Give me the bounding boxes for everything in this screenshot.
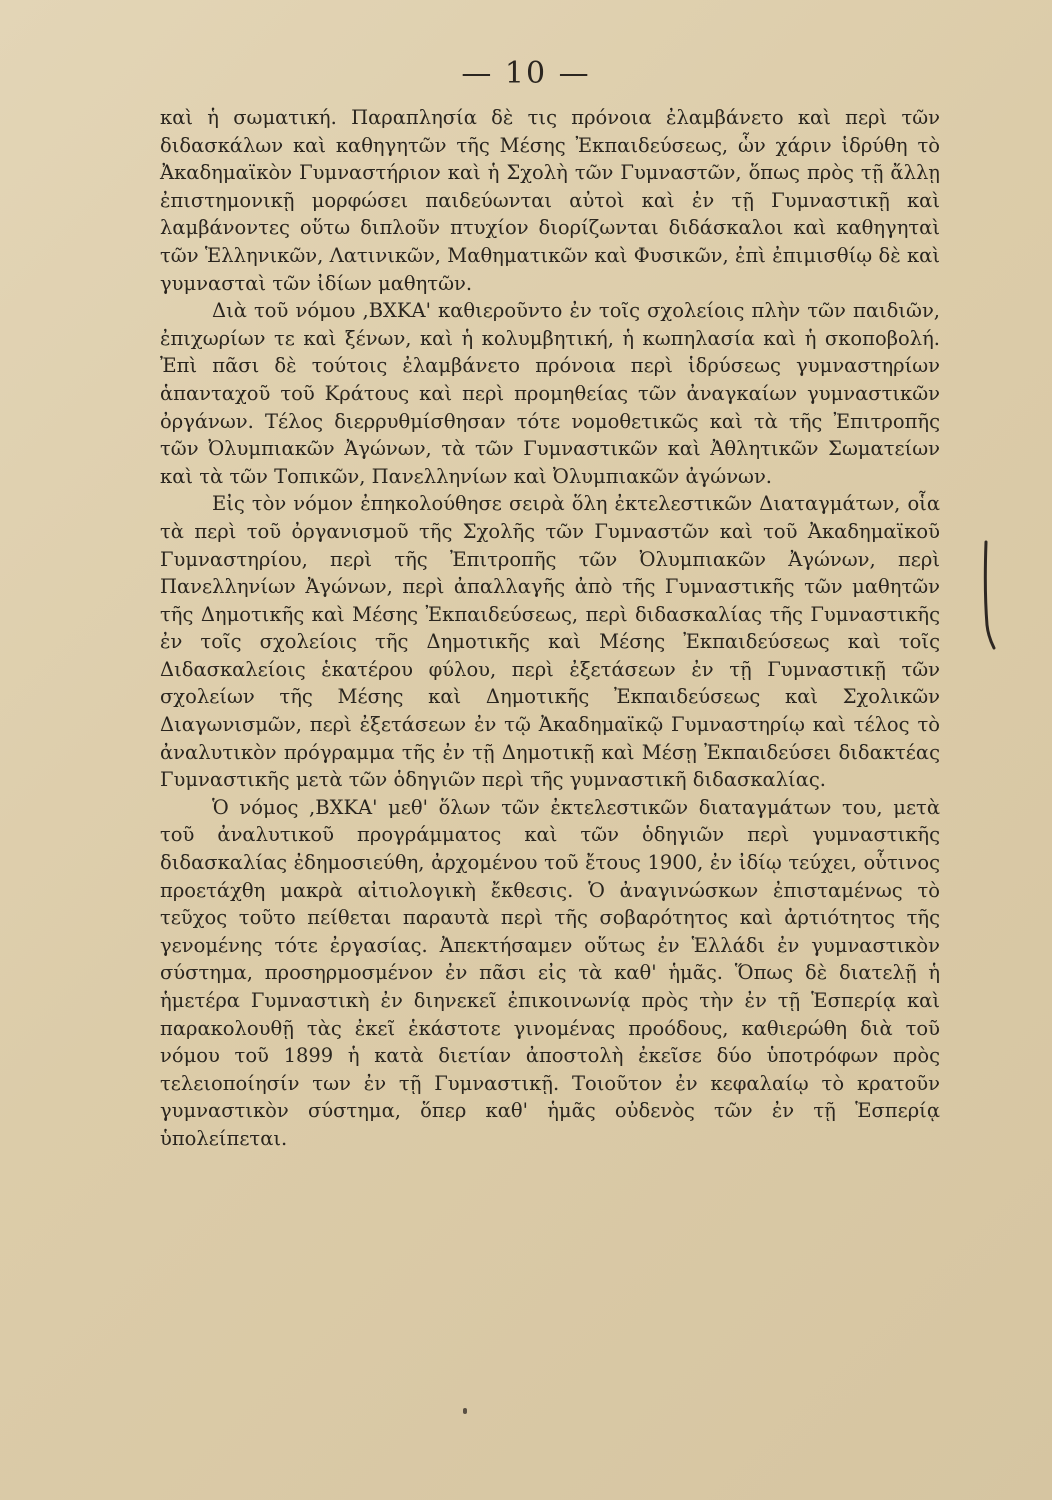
paragraph-4: Ὁ νόμος ,ΒΧΚΑ' μεθ' ὅλων τῶν ἐκτελεστικῶν διαταγμάτων του, μετὰ τοῦ ἀναλυτικοῦ προγράμματος καὶ τῶν ὁδηγιῶν περὶ γυμναστικῆς διδασκαλίας ἐδημοσιεύθη, ἀρχομένου τοῦ ἔτους 1900, ἐν ἰδίῳ τεύχει, οὗτινος προετάχθη μακρὰ αἰτιολογικὴ ἔκθεσις. Ὁ ἀναγινώσκων ἐπισταμένως τὸ τεῦχος τοῦτο πείθεται παραυτὰ περὶ τῆς σοβαρότητος καὶ ἀρτιότητος τῆς γενομένης τότε ἐργασίας. Ἀπεκτήσαμεν οὕτως ἐν Ἑλλάδι ἐν γυμναστικὸν σύστημα, προσηρμοσμένον ἐν πᾶσι εἰς τὰ καθ' ἡμᾶς. Ὅπως δὲ διατελῇ ἡ ἡμετέρα Γυμναστικὴ ἐν διηνεκεῖ ἐπικοινωνίᾳ πρὸς τὴν ἐν τῇ Ἑσπερίᾳ καὶ παρακολουθῇ τὰς ἐκεῖ ἑκάστοτε γινομένας προόδους, καθιερώθη διὰ τοῦ νόμου τοῦ 1899 ἡ κατὰ διετίαν ἀποστολὴ ἐκεῖσε δύο ὑποτρόφων πρὸς τελειοποίησίν των ἐν τῇ Γυμναστικῇ. Τοιοῦτον ἐν κεφαλαίῳ τὸ κρατοῦν γυμναστικὸν σύστημα, ὅπερ καθ' ἡμᾶς οὐδενὸς τῶν ἐν τῇ Ἑσπερίᾳ ὑπολείπεται. <box>160 795 940 1150</box>
ink-speck <box>463 1408 467 1414</box>
paragraph-3: Εἰς τὸν νόμον ἐπηκολούθησε σειρὰ ὅλη ἐκτελεστικῶν Διαταγμάτων, οἷα τὰ περὶ τοῦ ὀργανισμοῦ τῆς Σχολῆς τῶν Γυμναστῶν καὶ τοῦ Ἀκαδημαϊκοῦ Γυμναστηρίου, περὶ τῆς Ἐπιτροπῆς τῶν Ὀλυμπιακῶν Ἀγώνων, περὶ Πανελληνίων Ἀγώνων, περὶ ἀπαλλαγῆς ἀπὸ τῆς Γυμναστικῆς τῶν μαθητῶν τῆς Δημοτικῆς καὶ Μέσης Ἐκπαιδεύσεως, περὶ διδασκαλίας τῆς Γυμναστικῆς ἐν τοῖς σχολείοις τῆς Δημοτικῆς καὶ Μέσης Ἐκπαιδεύσεως καὶ τοῖς Διδασκαλείοις ἑκατέρου φύλου, περὶ ἐξετάσεων ἐν τῇ Γυμναστικῇ τῶν σχολείων τῆς Μέσης καὶ Δημοτικῆς Ἐκπαιδεύσεως καὶ Σχολικῶν Διαγωνισμῶν, περὶ ἐξετάσεων ἐν τῷ Ἀκαδημαϊκῷ Γυμναστηρίῳ καὶ τέλος τὸ ἀναλυτικὸν πρόγραμμα τῆς ἐν τῇ Δημοτικῇ καὶ Μέσῃ Ἐκπαιδεύσει διδακτέας Γυμναστικῆς μετὰ τῶν ὁδηγιῶν περὶ τῆς γυμναστικῆ διδασκαλίας. <box>160 492 940 792</box>
margin-pencil-mark <box>982 540 996 650</box>
body-text <box>160 104 940 1153</box>
paragraph-1: καὶ ἡ σωματική. Παραπλησία δὲ τις πρόνοια ἐλαμβάνετο καὶ περὶ τῶν διδασκάλων καὶ καθηγητῶν τῆς Μέσης Ἐκπαιδεύσεως, ὧν χάριν ἱδρύθη τὸ Ἀκαδημαϊκὸν Γυμναστήριον καὶ ἡ Σχολὴ τῶν Γυμναστῶν, ὅπως πρὸς τῇ ἄλλῃ ἐπιστημονικῇ μορφώσει παιδεύωνται αὐτοὶ καὶ ἐν τῇ Γυμναστικῇ καὶ λαμβάνοντες οὕτω διπλοῦν πτυχίον διορίζωνται διδάσκαλοι καὶ καθηγηταὶ τῶν Ἑλληνικῶν, Λατινικῶν, Μαθηματικῶν καὶ Φυσικῶν, ἐπὶ ἐπιμισθίῳ δὲ καὶ γυμνασταὶ τῶν ἰδίων μαθητῶν. <box>160 106 940 295</box>
paragraph-2: Διὰ τοῦ νόμου ,ΒΧΚΑ' καθιεροῦντο ἐν τοῖς σχολείοις πλὴν τῶν παιδιῶν, ἐπιχωρίων τε καὶ ξένων, καὶ ἡ κολυμβητική, ἡ κωπηλασία καὶ ἡ σκοποβολή. Ἐπὶ πᾶσι δὲ τούτοις ἐλαμβάνετο πρόνοια περὶ ἱδρύσεως γυμναστηρίων ἁπανταχοῦ τοῦ Κράτους καὶ περὶ προμηθείας τῶν ἀναγκαίων γυμναστικῶν ὀργάνων. Τέλος διερρυθμίσθησαν τότε νομοθετικῶς καὶ τὰ τῆς Ἐπιτροπῆς τῶν Ὀλυμπιακῶν Ἀγώνων, τὰ τῶν Γυμναστικῶν καὶ Ἀθλητικῶν Σωματείων καὶ τὰ τῶν Τοπικῶν, Πανελληνίων καὶ Ὀλυμπιακῶν ἀγώνων. <box>160 299 940 488</box>
page-number: — 10 — <box>461 56 591 91</box>
